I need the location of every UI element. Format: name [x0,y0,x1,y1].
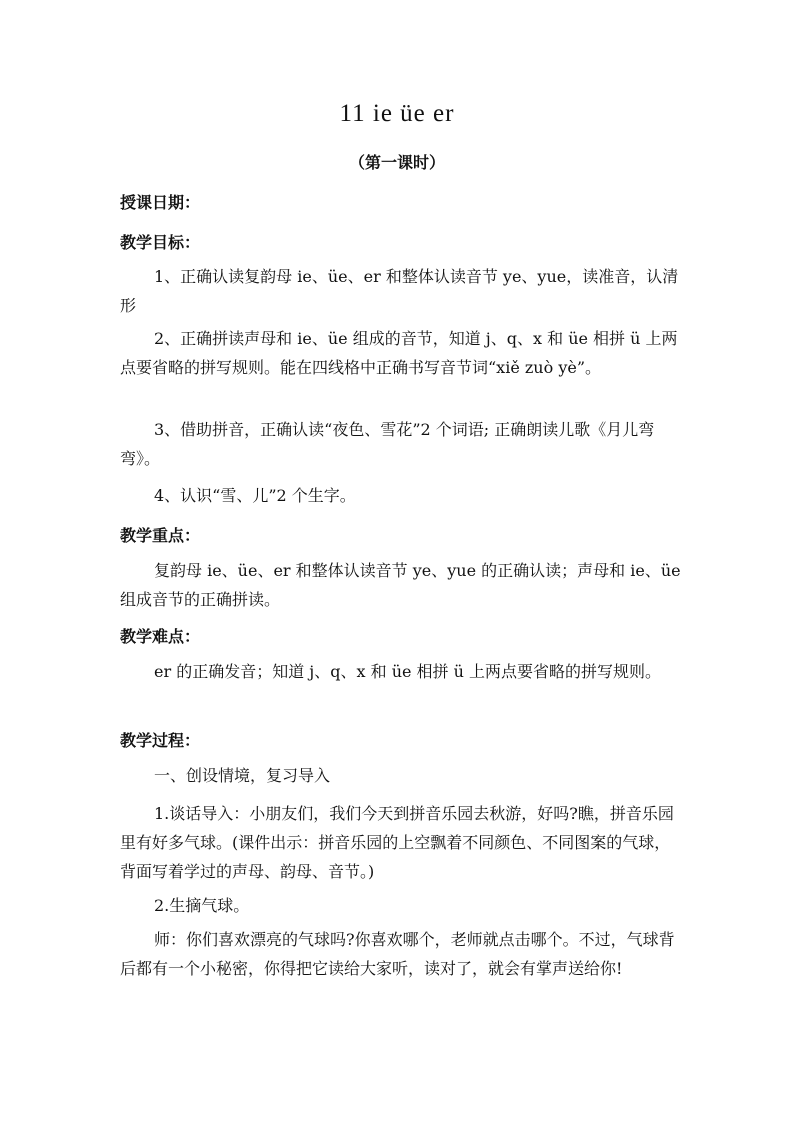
process-step-1: 1.谈话导入：小朋友们，我们今天到拼音乐园去秋游，好吗?瞧，拼音乐园里有好多气球。(课件出示：拼音乐园的上空飘着不同颜色、不同图案的气球，背面写着学过的声母、韵母、音节。) [120,804,674,881]
process-step-intro: 一、创设情境，复习导入 [154,766,331,785]
lesson-subtitle: （第一课时） [348,153,445,172]
focus-text: 复韵母 ie、üe、er 和整体认读音节 ye、yue 的正确认读；声母和 ie、üe 组成音节的正确拼读。 [120,561,681,609]
difficulty-heading: 教学难点： [120,627,201,646]
goal-item-3: 3、借助拼音，正确认读“夜色、雪花”2 个词语; 正确朗读儿歌《月儿弯弯》。 [120,420,655,468]
process-heading: 教学过程： [120,731,201,750]
lesson-title: 11 ie üe er [339,100,455,127]
process-step-2: 2.生摘气球。 [154,896,250,915]
goal-item-1: 1、正确认读复韵母 ie、üe、er 和整体认读音节 ye、yue，读准音，认清形 [120,267,679,315]
process-step-3: 师：你们喜欢漂亮的气球吗?你喜欢哪个，老师就点击哪个。不过，气球背后都有一个小秘密，你得把它读给大家听，读对了，就会有掌声送给你! [120,930,675,978]
goal-item-2: 2、正确拼读声母和 ie、üe 组成的音节，知道 j、q、x 和 üe 相拼 ü 上两点要省略的拼写规则。能在四线格中正确书写音节词“xiě zuò yè”。 [120,329,678,377]
goals-heading: 教学目标： [120,233,201,252]
focus-heading: 教学重点： [120,526,201,545]
difficulty-text: er 的正确发音；知道 j、q、x 和 üe 相拼 ü 上两点要省略的拼写规则。 [154,662,662,681]
date-heading: 授课日期： [120,193,201,212]
goal-item-4: 4、认识“雪、儿”2 个生字。 [154,486,356,505]
